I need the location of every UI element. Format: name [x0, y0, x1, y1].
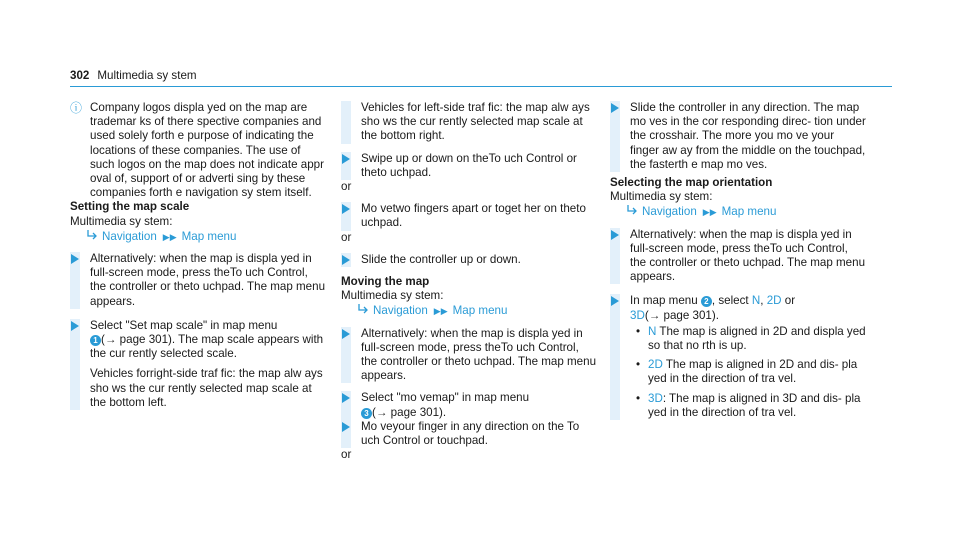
nav-separator-icon: ▶▶ [162, 231, 177, 242]
step-arrow-icon [342, 393, 350, 403]
nav-map-menu: Map menu [452, 304, 508, 318]
nav-separator-icon: ▶▶ [433, 306, 448, 317]
system-label: Multimedia sy stem: [610, 190, 713, 204]
step-fingers: Mo vetwo fingers apart or toget her on theto uchpad. [341, 202, 597, 230]
page-number: 302 [70, 69, 90, 82]
step-arrow-icon [342, 154, 350, 164]
step-arrow-icon [342, 255, 350, 265]
nav-path [626, 204, 866, 219]
column-3 [610, 101, 866, 425]
step-move-finger: Mo veyour finger in any direction on the To uch Control or touchpad. [341, 420, 597, 448]
step-swipe: Swipe up or down on theTo uch Control or theto uchpad. [341, 152, 597, 180]
heading-map-orientation: Selecting the map orientation [610, 176, 773, 190]
callout-2-icon: 2 [701, 296, 712, 307]
step-alternatively: Alternatively: when the map is displa yed in full-screen mode, press theTo uch Control, the controller or theto uchpad. The map menu appears. [610, 228, 866, 285]
note-text: Company logos displa yed on the map are trademar ks of there spective companies and used solely forth e purpose of indicating the locations of these companies. The use of such logos on the map does not indicate appr oval of, support of or adverti sing by these companies forth e navigation sy stem itself. [90, 101, 324, 200]
option-2d: 2D [766, 294, 782, 308]
nav-arrow-icon [357, 303, 369, 315]
header-rule [70, 86, 892, 87]
column-1 [70, 101, 326, 410]
nav-navigation: Navigation [373, 304, 428, 318]
step-alternatively: Alternatively: when the map is displa yed in full-screen mode, press theTo uch Control, the controller or theto uchpad. The map menu appears. [70, 252, 326, 309]
step-alternatively: Alternatively: when the map is displa yed in full-screen mode, press theTo uch Control, the controller or theto uchpad. The map menu appears. [341, 327, 597, 384]
step-orientation-options: In map menu 2 , select N, 2D or 3D(→ page 301). • N The map is aligned in 2D and displa yed so that no rth is up. • 2D The map is aligned in 2D and dis‐ pla yed in the direction of tra vel. • 3D: The map is aligned in 3D and dis‐ pla yed in the direction of tra vel. [610, 294, 866, 420]
column-2 [341, 101, 597, 462]
nav-arrow-icon [626, 204, 638, 216]
or-text: or [341, 230, 352, 244]
option-n: N [751, 294, 761, 308]
step-arrow-icon [611, 230, 619, 240]
list-item: • 3D: The map is aligned in 3D and dis‐ pla yed in the direction of tra vel. [630, 392, 866, 420]
nav-separator-icon: ▶▶ [702, 207, 717, 218]
step-arrow-icon [342, 422, 350, 432]
nav-navigation: Navigation [102, 229, 157, 243]
list-item: • N The map is aligned in 2D and displa yed so that no rth is up. [630, 325, 866, 353]
nav-map-menu: Map menu [181, 229, 237, 243]
option-3d: 3D [630, 308, 645, 322]
list-item: • 2D The map is aligned in 2D and dis‐ pla yed in the direction of tra vel. [630, 358, 866, 386]
step-continued: Vehicles for left-side traf fic: the map alw ays sho ws the cur rently selected map scale at the bottom right. [341, 101, 597, 144]
section-title: Multimedia sy stem [97, 69, 197, 82]
or-text: or [341, 180, 352, 194]
page-header [70, 69, 892, 83]
step-arrow-icon [71, 254, 79, 264]
callout-1-icon: 1 [90, 335, 101, 346]
heading-moving-map: Moving the map [341, 275, 430, 289]
step-arrow-icon [611, 103, 619, 113]
step-arrow-icon [342, 329, 350, 339]
info-icon: ⓘ [70, 101, 83, 115]
note-block [70, 101, 326, 200]
step-select-move-map: Select "mo vemap" in map menu 3 (→ page 301). [341, 391, 597, 419]
nav-navigation: Navigation [642, 205, 697, 219]
step-arrow-icon [71, 321, 79, 331]
nav-arrow-icon [86, 229, 98, 241]
system-label: Multimedia sy stem: [70, 214, 173, 228]
or-text: or [341, 448, 352, 462]
step-slide-up-down: Slide the controller up or down. [341, 253, 597, 267]
step-slide-any-direction: Slide the controller in any direction. The map mo ves in the cor responding direc- tion under the crosshair. The more you mo ve your finger aw ay from the middle on the touchpad, the fasterth e map mo ves. [610, 101, 866, 172]
step-select-scale: Select "Set map scale" in map menu 1 (→ page 301). The map scale appears with the cur rently selected scale. Vehicles forright-side traf fic: the map alw ays sho ws the cur rently selected map scale at the bottom left. [70, 319, 326, 410]
system-label: Multimedia sy stem: [341, 289, 444, 303]
nav-map-menu: Map menu [721, 205, 777, 219]
nav-path [357, 303, 597, 318]
callout-3-icon: 3 [361, 408, 372, 419]
orientation-list [630, 325, 866, 420]
step-arrow-icon [342, 204, 350, 214]
nav-path [86, 229, 326, 244]
heading-map-scale: Setting the map scale [70, 200, 190, 214]
step-arrow-icon [611, 296, 619, 306]
